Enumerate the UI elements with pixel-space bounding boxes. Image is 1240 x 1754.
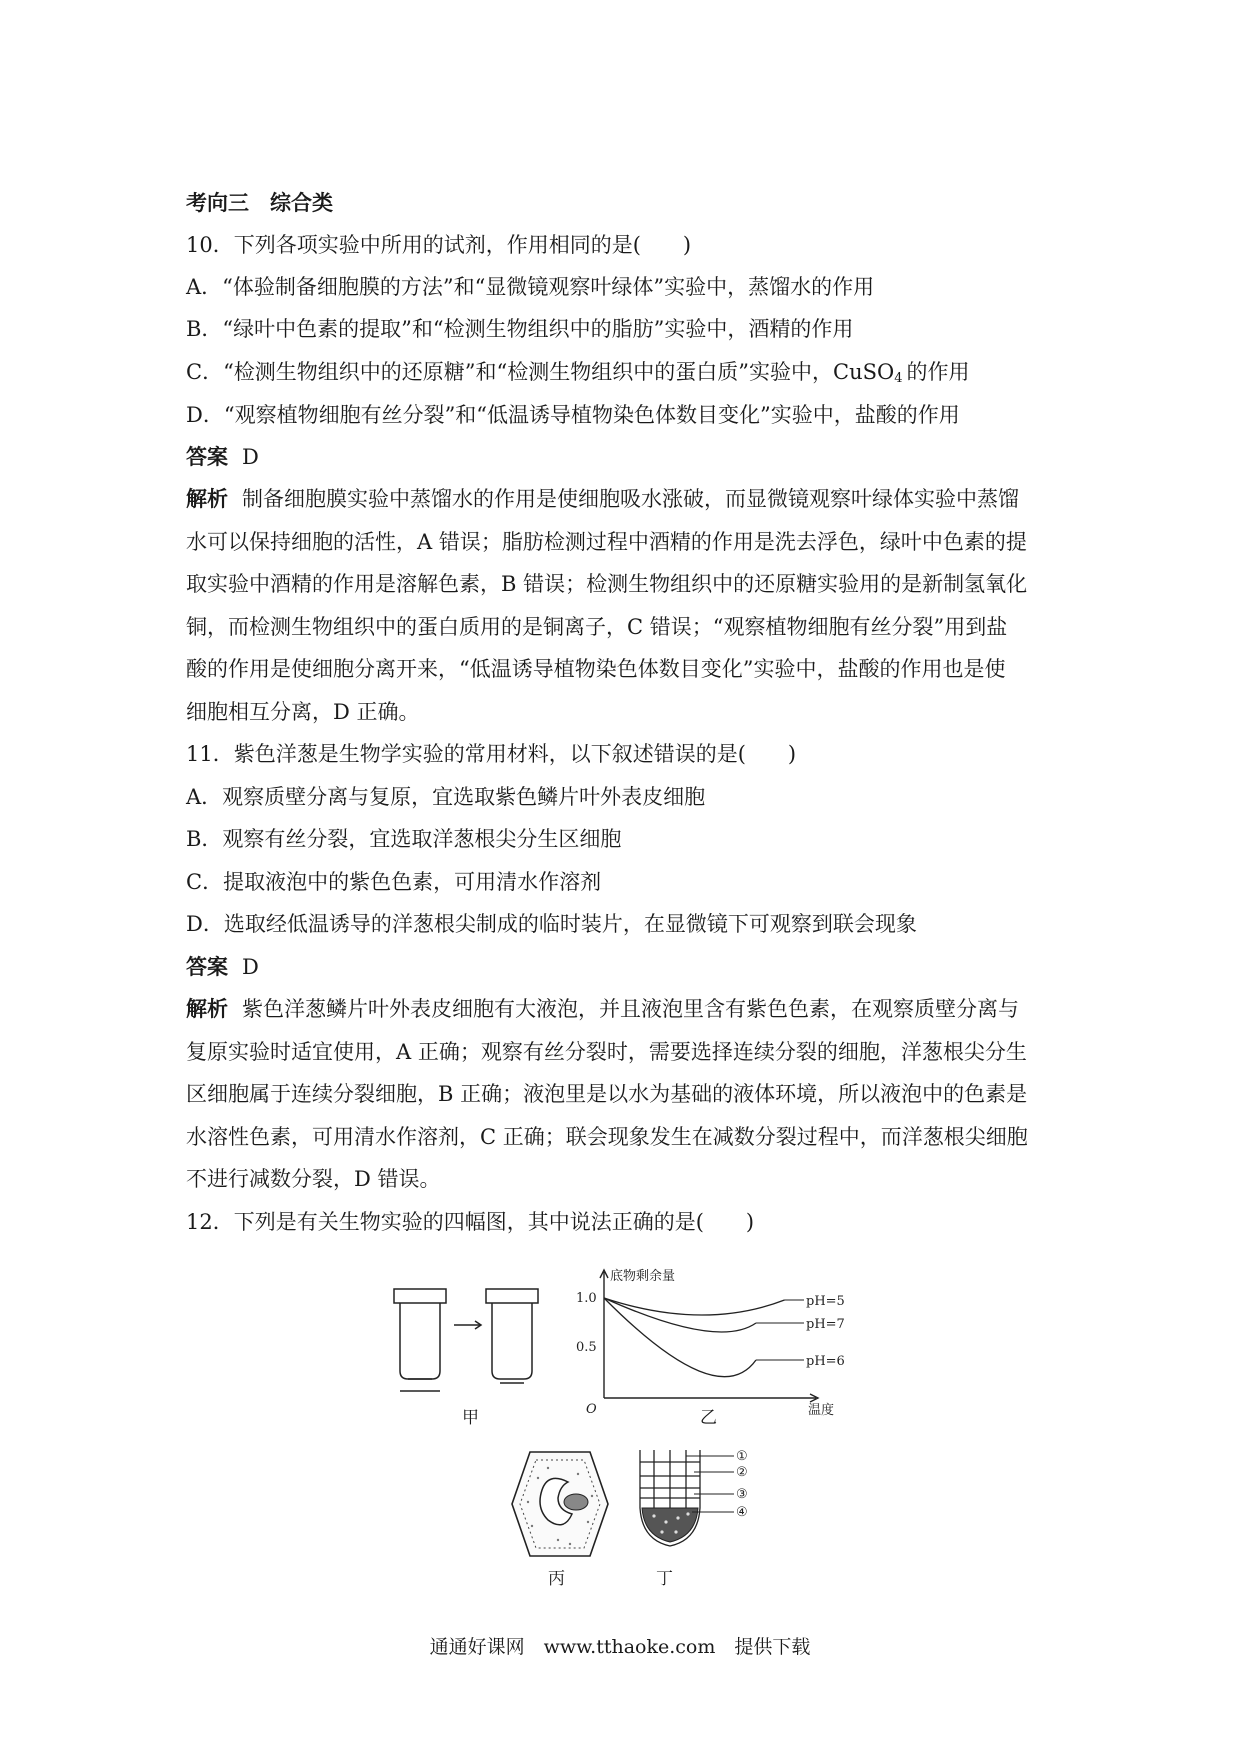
root-marker-1: ① [736, 1449, 748, 1464]
q10-option-d: D．“观察植物细胞有丝分裂”和“低温诱导植物染色体数目变化”实验中，盐酸的作用 [186, 403, 960, 427]
q11-analysis-line-5: 不进行减数分裂，D 错误。 [186, 1167, 441, 1191]
q10-analysis-line-4: 铜，而检测生物组织中的蛋白质用的是铜离子，C 错误；“观察植物细胞有丝分裂”用到盐 [186, 615, 1008, 639]
q11-answer-value: D [242, 955, 259, 979]
chart-x-axis-label: 温度 [808, 1403, 835, 1416]
q10-option-c-subscript: 4 [894, 371, 903, 386]
q11-answer-label: 答案 [186, 954, 228, 979]
q10-option-a: A．“体验制备细胞膜的方法”和“显微镜观察叶绿体”实验中，蒸馏水的作用 [186, 275, 875, 299]
q10-option-b: B．“绿叶中色素的提取”和“检测生物组织中的脂肪”实验中，酒精的作用 [186, 317, 854, 341]
root-marker-4: ④ [736, 1505, 748, 1520]
q11-option-a: A．观察质壁分离与复原，宜选取紫色鳞片叶外表皮细胞 [186, 785, 706, 809]
q11-analysis-text-1: 紫色洋葱鳞片叶外表皮细胞有大液泡，并且液泡里含有紫色色素，在观察质壁分离与 [242, 997, 1019, 1021]
root-marker-3: ③ [736, 1487, 748, 1502]
chart-y-axis-label: 底物剩余量 [610, 1269, 676, 1284]
q10-option-c [186, 357, 1066, 394]
chart-ytick-1: 1.0 [576, 1291, 597, 1306]
q10-analysis-line-3: 取实验中酒精的作用是溶解色素，B 错误；检测生物组织中的还原糖实验用的是新制氢氧化 [186, 572, 1028, 596]
q12-stem: 12．下列是有关生物实验的四幅图，其中说法正确的是( ) [186, 1210, 755, 1234]
chart-series-label-1: pH=5 [806, 1294, 845, 1309]
right-objective-cap [486, 1289, 538, 1303]
q11-stem: 11．紫色洋葱是生物学实验的常用材料，以下叙述错误的是( ) [186, 742, 797, 766]
figure-label-jia: 甲 [462, 1408, 479, 1428]
q11-option-d: D．选取经低温诱导的洋葱根尖制成的临时装片，在显微镜下可观察到联会现象 [186, 912, 917, 936]
cell-wall [512, 1452, 608, 1556]
q11-analysis-line-2: 复原实验时适宜使用，A 正确；观察有丝分裂时，需要选择连续分裂的细胞，洋葱根尖分生 [186, 1040, 1027, 1064]
q11-analysis-line-4: 水溶性色素，可用清水作溶剂，C 正确；联会现象发生在减数分裂过程中，而洋葱根尖细胞 [186, 1125, 1028, 1149]
chart-series-label-2: pH=7 [806, 1317, 845, 1332]
chart-origin-label: O [586, 1402, 597, 1416]
section-title: 考向三 综合类 [186, 190, 333, 215]
figure-yi-chart [568, 1266, 868, 1416]
q11-option-c: C．提取液泡中的紫色色素，可用清水作溶剂 [186, 870, 602, 894]
q10-stem: 10．下列各项实验中所用的试剂，作用相同的是( ) [186, 233, 692, 257]
page-footer: 通通好课网 www.tthaoke.com 提供下载 [429, 1636, 811, 1658]
root-marker-lines [686, 1456, 734, 1512]
plant-cell-drawing [508, 1448, 612, 1560]
q10-answer [186, 442, 1066, 472]
q10-analysis-line-5: 酸的作用是使细胞分离开来，“低温诱导植物染色体数目变化”实验中，盐酸的作用也是使 [186, 657, 1006, 681]
q10-analysis-text-1: 制备细胞膜实验中蒸馏水的作用是使细胞吸水涨破，而显微镜观察叶绿体实验中蒸馏 [242, 487, 1019, 511]
figure-label-bing: 丙 [548, 1569, 565, 1589]
left-objective-body [400, 1303, 440, 1379]
q11-analysis-line-3: 区细胞属于连续分裂细胞，B 正确；液泡里是以水为基础的液体环境，所以液泡中的色素是 [186, 1082, 1028, 1106]
root-cap-region [642, 1508, 698, 1542]
q11-analysis-line-1 [186, 994, 1066, 1024]
root-tip-drawing [634, 1448, 770, 1552]
q10-analysis-line-1 [186, 484, 1066, 514]
chart-series-label-3: pH=6 [806, 1354, 845, 1369]
figure-bing-plant-cell [508, 1448, 612, 1560]
substrate-remaining-chart [568, 1266, 868, 1416]
right-objective-body [492, 1303, 532, 1379]
figure-label-ding: 丁 [656, 1569, 673, 1589]
left-objective-cap [394, 1289, 446, 1303]
q10-analysis-line-6: 细胞相互分离，D 正确。 [186, 700, 420, 724]
chart-curve-2 [604, 1298, 756, 1332]
chart-curve-3 [604, 1298, 756, 1377]
q10-option-c-text: C．“检测生物组织中的还原糖”和“检测生物组织中的蛋白质”实验中，CuSO [186, 360, 895, 384]
nucleus [564, 1494, 588, 1510]
q10-answer-label: 答案 [186, 444, 228, 469]
chart-ytick-0-5: 0.5 [576, 1340, 597, 1355]
chart-curve-1 [604, 1298, 785, 1315]
q11-option-b: B．观察有丝分裂，宜选取洋葱根尖分生区细胞 [186, 827, 622, 851]
q10-analysis-line-2: 水可以保持细胞的活性，A 错误；脂肪检测过程中酒精的作用是洗去浮色，绿叶中色素的提 [186, 530, 1027, 554]
figure-ding-root-tip [634, 1448, 770, 1552]
q10-option-c-tail: 的作用 [906, 360, 970, 384]
q10-answer-value: D [242, 445, 259, 469]
root-marker-2: ② [736, 1465, 748, 1480]
chart-series-group [604, 1294, 845, 1377]
q10-analysis-label: 解析 [186, 486, 228, 511]
q11-answer [186, 952, 1066, 982]
figure-jia-objectives [390, 1285, 550, 1395]
q11-analysis-label: 解析 [186, 996, 228, 1021]
objective-lenses-drawing [390, 1285, 550, 1395]
figure-label-yi: 乙 [700, 1408, 717, 1428]
